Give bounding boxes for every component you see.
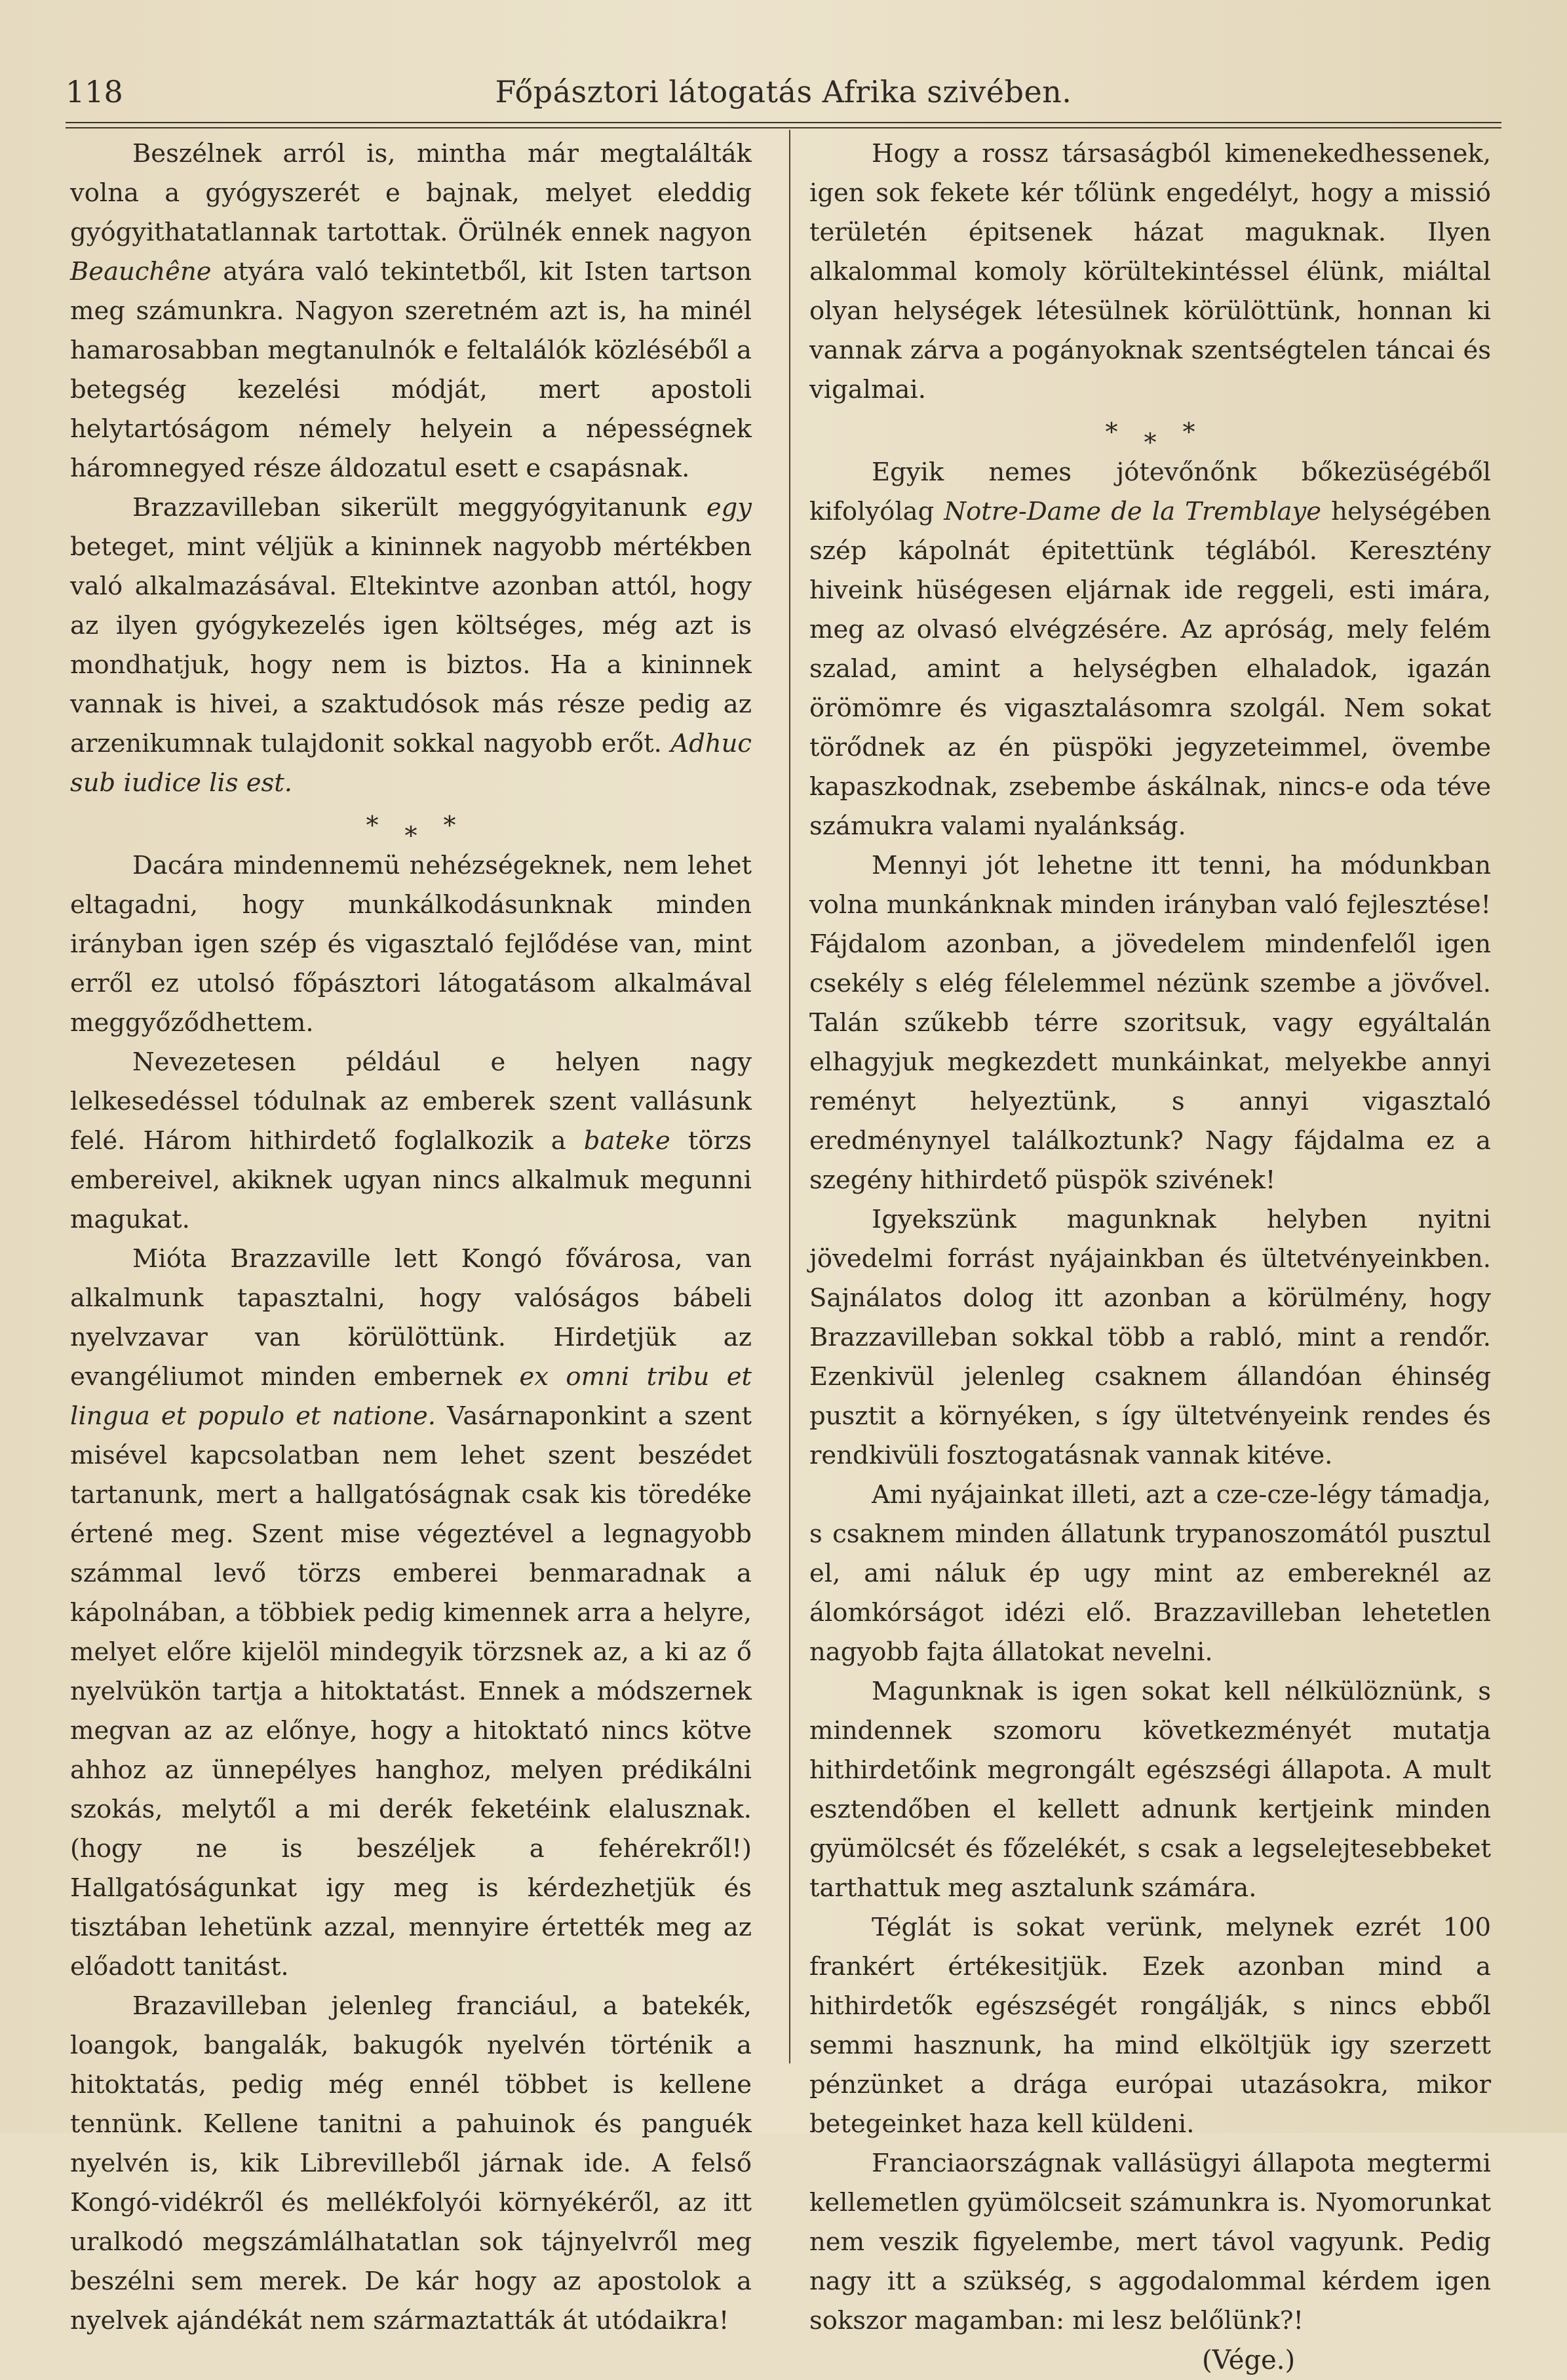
paragraph bbox=[809, 134, 1491, 410]
paragraph-text: Nevezetesen például e helyen nagy lelkesedéssel tódulnak az emberek szent vallásunk felé. Három hithirdető foglalkozik a bbox=[70, 1047, 752, 1156]
paragraph-text: Beszélnek arról is, mintha már megtalálták volna a gyógyszerét e bajnak, melyet eleddig gyógyithatatlannak tartottak. Örülnék ennek nagyon bbox=[70, 139, 752, 247]
paragraph-text: Mennyi jót lehetne itt tenni, ha módunkban volna munkánknak minden irányban való fejlesztése! Fájdalom azonban, a jövedelem mindenfelől igen csekély s elég félelemmel nézünk szembe a jövővel. Talán szűkebb térre szoritsuk, vagy egyáltalán elhagyjuk megkezdett munkáinkat, melyekbe annyi reményt helyeztünk, s annyi vigasztaló eredménynyel találkoztunk? Nagy fájdalma ez a szegény hithirdető püspök szivének! bbox=[809, 851, 1491, 1195]
paragraph bbox=[70, 1987, 752, 2341]
asterisk: * bbox=[404, 821, 417, 850]
paragraph-text: Brazzavilleban sikerült meggyógyitanunk bbox=[132, 493, 706, 522]
paragraph bbox=[809, 1475, 1491, 1672]
paragraph-text: törzs embereivel, akiknek ugyan nincs alkalmuk megunni magukat. bbox=[70, 1126, 752, 1234]
paragraph bbox=[809, 1908, 1491, 2144]
paragraph-text: Vasárnaponkint a szent misével kapcsolatban nem lehet szent beszédet tartanunk, mert a hallgatóságnak csak kis töredéke értené meg. Szent mise végeztével a legnagyobb számmal levő törzs emberei benmaradnak a kápolnában, a többiek pedig kimennek arra a helyre, melyet előre kijelöl mindegyik törzsnek az, a ki az ő nyelvükön tartja a hitoktatást. Ennek a módszernek megvan az az előnye, hogy a hitoktató nincs kötve ahhoz az ünnepélyes hanghoz, melyen prédikálni szokás, melytől a mi derék feketéink elalusznak. (hogy ne is beszéljek a fehérekről!) Hallgatóságunkat igy meg is kérdezhetjük és tisztában lehetünk azzal, mennyire értették meg az előadott tanitást. bbox=[70, 1401, 752, 1981]
paragraph-text: Hogy a rossz társaságból kimenekedhessenek, igen sok fekete kér tőlünk engedélyt, hogy a missió területén épitsenek házat maguknak. Ilyen alkalommal komoly körültekintéssel élünk, miáltal olyan helységek létesülnek körülöttünk, honnan ki vannak zárva a pogányoknak szentségtelen táncai és vigalmai. bbox=[809, 139, 1491, 404]
header-rule-bottom bbox=[66, 127, 1501, 128]
paragraph-text: Egyik nemes jótevőnőnk bőkezüségéből kifolyólag bbox=[809, 458, 1491, 526]
paragraph bbox=[809, 1672, 1491, 1908]
asterisk: * bbox=[1182, 418, 1195, 446]
paragraph bbox=[809, 1200, 1491, 1475]
paragraph bbox=[809, 2144, 1491, 2341]
paragraph-text: helységében szép kápolnát épitettünk téglából. Keresztény hiveink hüségesen eljárnak ide reggeli, esti imára, meg az olvasó elvégzésére. Az apróság, mely felém szalad, amint a helységben elhaladok, igazán örömömre és vigasztalásomra szolgál. Nem sokat törődnek az én püspöki jegyzeteimmel, övembe kapaszkodnak, zsebembe áskálnak, nincs-e oda téve számukra valami nyalánkság. bbox=[809, 497, 1492, 841]
asterisk: * bbox=[1144, 428, 1157, 457]
left-column bbox=[70, 134, 752, 2341]
page-number: 118 bbox=[66, 74, 123, 109]
paragraph-text: Téglát is sokat verünk, melynek ezrét 100 frankért értékesitjük. Ezek azonban mind a hithirdetők egészségét rongálják, s nincs ebből semmi hasznunk, ha mind elköltjük igy szerzett pénzünket a drága európai utazásokra, mikor betegeinket haza kell küldeni. bbox=[809, 1913, 1491, 2139]
italic-text: Adhuc sub iudice lis est. bbox=[70, 729, 752, 798]
paragraph-text: Ami nyájainkat illeti, azt a cze-cze-légy támadja, s csaknem minden állatunk trypanoszomától pusztul el, ami náluk ép ugy mint az embereknél az álomkórságot idézi elő. Brazzavilleban lehetetlen nagyobb fajta állatokat nevelni. bbox=[809, 1480, 1491, 1667]
paragraph-text: Magunknak is igen sokat kell nélkülöznünk, s mindennek szomoru következményét mutatja hithirdetőink megrongált egészségi állapota. A mult esztendőben el kellett adnunk kertjeink minden gyümölcsét és főzelékét, s csak a legselejtesebbeket tarthattuk meg asztalunk számára. bbox=[809, 1677, 1491, 1903]
section-break-asterisks bbox=[70, 803, 752, 850]
paragraph bbox=[70, 1239, 752, 1987]
paragraph bbox=[809, 453, 1491, 846]
asterisk: * bbox=[366, 811, 379, 840]
paragraph bbox=[809, 846, 1491, 1200]
paragraph-text: Brazavilleban jelenleg franciául, a batekék, loangok, bangalák, bakugók nyelvén történik a hitoktatás, pedig még ennél többet is kellene tennünk. Kellene tanitni a pahuinok és panguék nyelvén is, kik Librevilleből járnak ide. A felső Kongó-vidékről és mellékfolyói környékéről, az itt uralkodó megszámlálhatatlan sok tájnyelvről meg beszélni sem merek. De kár hogy az apostolok a nyelvek ajándékát nem származtatták át utódaikra! bbox=[70, 1991, 752, 2335]
right-column bbox=[809, 134, 1491, 2380]
end-mark: (Vége.) bbox=[1201, 2345, 1296, 2375]
paragraph-text: atyára való tekintetből, kit Isten tartson meg számunkra. Nagyon szeretném azt is, ha minél hamarosabban megtanulnók e feltalálók közléséből a betegség kezelési módját, mert apostoli helytartóságom némely helyein a népességnek háromnegyed része áldozatul esett e csapásnak. bbox=[70, 257, 752, 483]
paragraph-text: Mióta Brazzaville lett Kongó fővárosa, van alkalmunk tapasztalni, hogy valóságos bábeli nyelvzavar van körülöttünk. Hirdetjük az evangéliumot minden embernek bbox=[70, 1244, 752, 1392]
paragraph-text: Franciaországnak vallásügyi állapota megtermi kellemetlen gyümölcseit számunkra is. Nyomorunkat nem veszik figyelembe, mert távol vagyunk. Pedig nagy itt a szükség, s aggodalommal kérdem igen sokszor magamban: mi lesz belőlünk?! bbox=[809, 2149, 1491, 2335]
paragraph bbox=[70, 1043, 752, 1239]
italic-text: egy bbox=[706, 493, 752, 522]
asterisk: * bbox=[443, 811, 456, 840]
italic-text: ex omni tribu et lingua et populo et natione. bbox=[70, 1362, 752, 1431]
column-divider bbox=[789, 130, 790, 2063]
asterisk: * bbox=[1105, 418, 1118, 446]
paragraph bbox=[70, 846, 752, 1043]
page-header bbox=[66, 66, 1501, 118]
section-break-asterisks bbox=[809, 410, 1491, 457]
paragraph-text: beteget, mint véljük a kininnek nagyobb mértékben való alkalmazásával. Eltekintve azonban attól, hogy az ilyen gyógykezelés igen költséges, még azt is mondhatjuk, hogy nem is biztos. Ha a kininnek vannak is hivei, a szaktudósok más része pedig az arzenikumnak tulajdonit sokkal nagyobb erőt. bbox=[70, 532, 752, 758]
paragraph bbox=[70, 488, 752, 803]
italic-text: bateke bbox=[583, 1126, 670, 1156]
header-rule-top bbox=[66, 122, 1501, 123]
paragraph-text: Dacára mindennemü nehézségeknek, nem lehet eltagadni, hogy munkálkodásunknak minden irányban igen szép és vigasztaló fejlődése van, mint erről ez utolsó főpásztori látogatásom alkalmával meggyőződhettem. bbox=[70, 851, 752, 1038]
italic-text: Beauchêne bbox=[70, 257, 212, 286]
paragraph bbox=[70, 134, 752, 488]
paragraph-text: Igyekszünk magunknak helyben nyitni jövedelmi forrást nyájainkban és ültetvényeinkben. Sajnálatos dolog itt azonban a körülmény, hogy Brazzavilleban sokkal több a rabló, mint a rendőr. Ezenkivül jelenleg csaknem állandóan éhinség pusztit a környéken, s így ültetvényeink rendes és rendkivüli fosztogatásnak vannak kitéve. bbox=[809, 1205, 1491, 1470]
italic-text: Notre-Dame de la Tremblaye bbox=[944, 497, 1322, 526]
running-title: Főpásztori látogatás Afrika szivében. bbox=[495, 74, 1072, 109]
